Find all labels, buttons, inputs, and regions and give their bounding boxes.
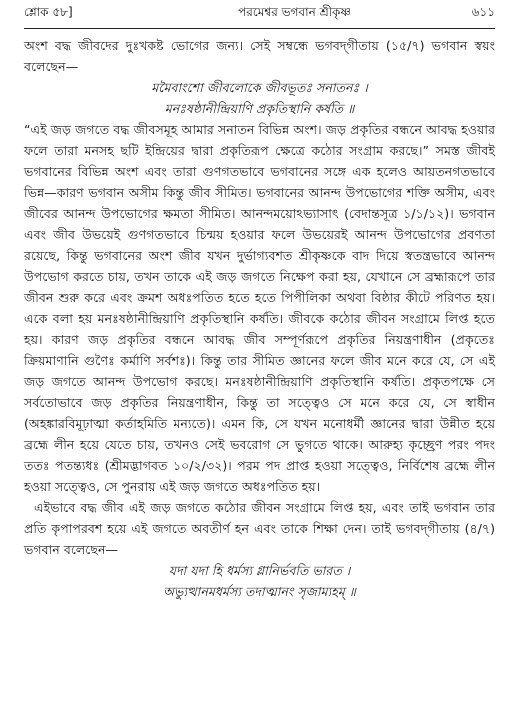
verse-2-line-2: অভ্যুত্থানমধর্মস্য তদাত্মানং সৃজাম্যহম্ ॥ — [163, 584, 356, 599]
page-header — [24, 4, 495, 28]
paragraph-2: “এই জড় জগতে বদ্ধ জীবসমূহ আমার সনাতন বিভিন্ন অংশ। জড় প্রকৃতির বন্ধনে আবদ্ধ হওয়ার ফলে তারা মনসহ ছটি ইন্দ্রিয়ের দ্বারা প্রকৃতিরূপ ক্ষেত্রে কঠোর সংগ্রাম করছে।” সমস্ত জীবই ভগবানের বিভিন্ন অংশ এবং তারা গুণগতভাবে ভগবানের সঙ্গে এক হলেও আয়তনগতভাবে ভিন্ন—কারণ ভগবান অসীম কিন্তু জীব সীমিত। ভগবানের আনন্দ উপভোগের শক্তি অসীম, এবং জীবের আনন্দ উপভোগের ক্ষমতা সীমিত। আনন্দময়োঽভ্যাসাৎ (বেদান্তসূত্র ১/১/১২)। ভগবান এবং জীব উভয়েই গুণগতভাবে চিন্ময় হওয়ার ফলে উভয়েরই আনন্দ উপভোগের প্রবণতা রয়েছে, কিন্তু ভগবানের অংশ জীব যখন দুর্ভাগ্যবশত শ্রীকৃষ্ণকে বাদ দিয়ে স্বতন্ত্রভাবে আনন্দ উপভোগ করতে চায়, তখন তাকে এই জড় জগতে নিক্ষেপ করা হয়, যেখানে সে ব্রহ্মারূপে তার জীবন শুরু করে এবং ক্রমশ অধঃপতিত হতে হতে পিপীলিকা অথবা বিষ্ঠার কীটে পরিণত হয়। একে বলা হয় মনঃষষ্ঠানীন্দ্রিয়াণি প্রকৃতিস্থানি কর্ষতি। জীবকে কঠোর জীবন সংগ্রামে লিপ্ত হতে হয়। কারণ জড় প্রকৃতির বন্ধনে আবদ্ধ জীব সম্পূর্ণরূপে প্রকৃতির নিয়ন্ত্রণাধীন (প্রকৃতেঃ ক্রিয়মাণানি গুণৈঃ কর্মাণি সর্বশঃ)। কিন্তু তার সীমিত জ্ঞানের ফলে জীব মনে করে যে, সে এই জড় জগতে আনন্দ উপভোগ করছে। মনঃষষ্ঠানীন্দ্রিয়াণি প্রকৃতিস্থানি কর্ষতি। প্রকৃতপক্ষে সে সর্বতোভাবে জড় প্রকৃতির নিয়ন্ত্রণাধীন, কিন্তু তা সত্ত্বেও সে মনে করে যে, সে স্বাধীন (অহঙ্কারবিমূঢ়াত্মা কর্তাহমিতি মন্যতে)। এমন কি, সে যখন মনোধর্মী জ্ঞানের দ্বারা উন্নীত হয়ে ব্রহ্মে লীন হয়ে যেতে চায়, তখনও সেই ভবরোগ সে ভুগতে থাকে। আরুহ্য কৃচ্ছ্রেণ পরং পদং ততঃ পতন্ত্যধঃ (শ্রীমদ্ভাগবত ১০/২/৩২)। পরম পদ প্রাপ্ত হওয়া সত্ত্বেও, নির্বিশেষ ব্রহ্মে লীন হওয়া সত্ত্বেও, সে পুনরায় এই জড় জগতে অধঃপতিত হয়। — [24, 122, 495, 494]
page-number: ৬১১ — [471, 5, 495, 19]
running-title: পরমেশ্বর ভগবান শ্রীকৃষ্ণ — [238, 5, 351, 19]
paragraph-3: এইভাবে বদ্ধ জীব এই জড় জগতে কঠোর জীবন সংগ্রামে লিপ্ত হয়, এবং তাই ভগবান তার প্রতি কৃপাপরবশ হয়ে এই জগতে অবতীর্ণ হন এবং তাকে শিক্ষা দেন। তাই ভগবদ্‌গীতায় (৪/৭) ভগবান বলেছেন— — [24, 500, 495, 557]
header-rule — [24, 28, 495, 29]
verse-2-line-1: যদা যদা হি ধর্মস্য গ্লানির্ভবতি ভারত । — [168, 563, 351, 578]
verse-1-line-2: মনঃষষ্ঠানীন্দ্রিয়াণি প্রকৃতিস্থানি কর্ষতি ॥ — [164, 101, 355, 116]
paragraph-1: অংশ বদ্ধ জীবদের দুঃখকষ্ট ভোগের জন্য। সেই সম্বন্ধে ভগবদ্‌গীতায় (১৫/৭) ভগবান স্বয়ং বলেছেন— — [24, 38, 495, 74]
verse-reference: শ্লোক ৫৮] — [24, 5, 73, 19]
verse-1-line-1: মমৈবাংশো জীবলোকে জীবভূতঃ সনাতনঃ । — [151, 80, 368, 95]
